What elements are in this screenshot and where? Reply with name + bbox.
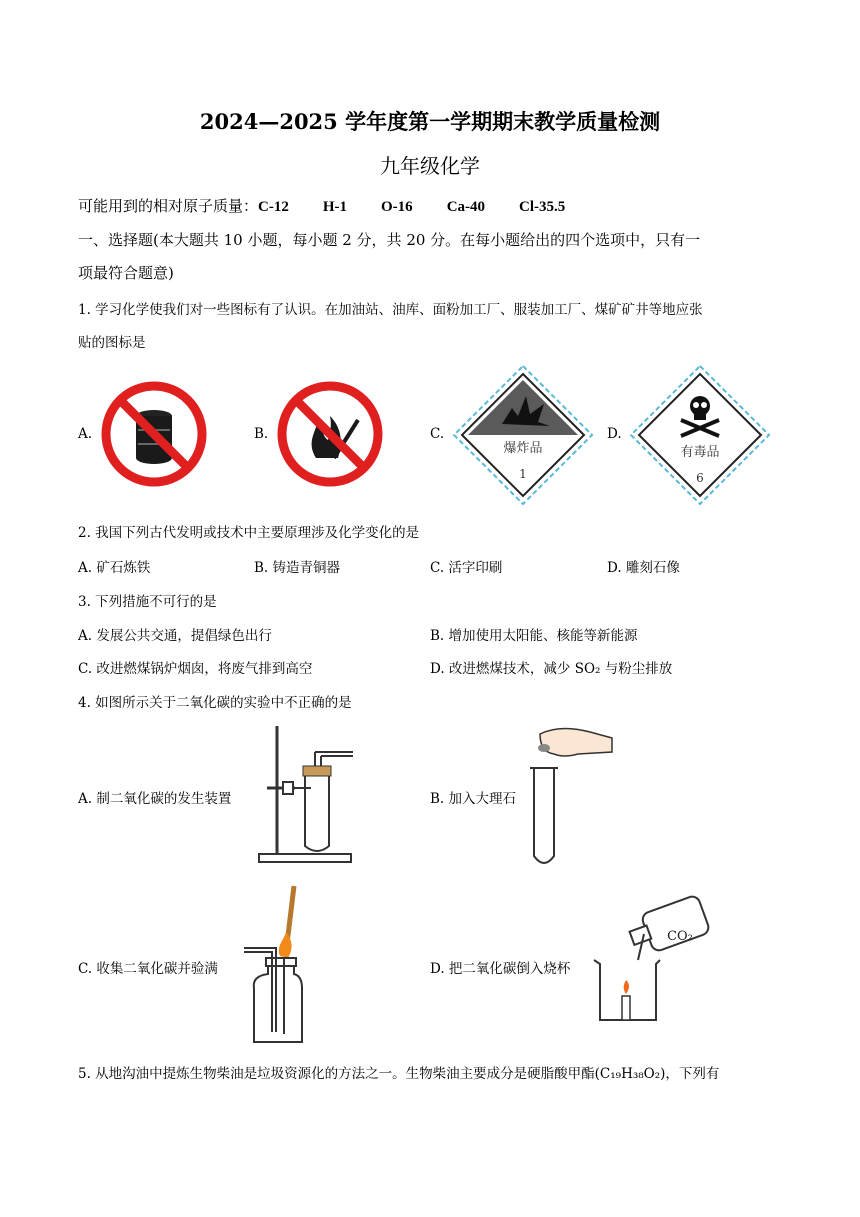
atomic-mass-line bbox=[78, 195, 599, 216]
section-heading-cont: 项最符合题意) bbox=[78, 264, 174, 282]
q3-option-d: D. 改进燃煤技术，减少 SO₂ 与粉尘排放 bbox=[430, 661, 673, 677]
atomic-mass-label: 可能用到的相对原子质量： bbox=[78, 199, 259, 215]
q4-option-c: C. 收集二氧化碳并验满 bbox=[78, 961, 218, 977]
sign-c-number: 1 bbox=[519, 467, 527, 481]
no-oil-drum-sign-icon bbox=[100, 380, 208, 488]
sign-c-text: 爆炸品 bbox=[503, 441, 543, 456]
co2-bottle-label: CO₂ bbox=[667, 929, 693, 944]
sign-d-number: 6 bbox=[696, 471, 704, 485]
question-1-stem-cont: 贴的图标是 bbox=[78, 335, 146, 351]
question-4-stem: 4. 如图所示关于二氧化碳的实验中不正确的是 bbox=[78, 695, 352, 711]
q3-option-c: C. 改进燃煤锅炉烟囱，将废气排到高空 bbox=[78, 661, 313, 677]
q4-option-b: B. 加入大理石 bbox=[430, 791, 517, 807]
toxic-sign-icon bbox=[629, 364, 771, 506]
question-3-stem: 3. 下列措施不可行的是 bbox=[78, 594, 217, 610]
q2-option-a: A. 矿石炼铁 bbox=[78, 560, 151, 576]
atomic-mass-item: Cl-35.5 bbox=[519, 199, 566, 215]
add-marble-test-tube-icon bbox=[520, 724, 616, 868]
section-heading: 一、选择题(本大题共 10 小题，每小题 2 分，共 20 分。在每小题给出的四个选项中，只有一 bbox=[78, 231, 701, 249]
q3-option-a: A. 发展公共交通，提倡绿色出行 bbox=[78, 628, 272, 644]
atomic-mass-item: H-1 bbox=[322, 199, 348, 215]
co2-generator-apparatus-icon bbox=[255, 722, 355, 866]
explosive-sign-icon bbox=[452, 364, 594, 506]
q3-option-b: B. 增加使用太阳能、核能等新能源 bbox=[430, 628, 638, 644]
q1-option-a-label: A. bbox=[78, 426, 93, 442]
q1-option-c-label: C. bbox=[430, 426, 445, 442]
atomic-mass-item: C-12 bbox=[258, 199, 289, 215]
q2-option-c: C. 活字印刷 bbox=[430, 560, 503, 576]
no-fire-sign-icon bbox=[276, 380, 384, 488]
q2-option-d: D. 雕刻石像 bbox=[607, 560, 680, 576]
q2-option-b: B. 铸造青铜器 bbox=[254, 560, 341, 576]
q4-option-a: A. 制二氧化碳的发生装置 bbox=[78, 791, 232, 807]
co2-collection-bottle-icon bbox=[240, 882, 306, 1044]
question-1-stem: 1. 学习化学使我们对一些图标有了认识。在加油站、油库、面粉加工厂、服装加工厂、煤矿矿井等地应张 bbox=[78, 302, 703, 318]
atomic-mass-item: Ca-40 bbox=[446, 199, 486, 215]
atomic-mass-item: O-16 bbox=[381, 199, 413, 215]
question-5-stem: 5. 从地沟油中提炼生物柴油是垃圾资源化的方法之一。生物柴油主要成分是硬脂酸甲酯(C₁₉H₃₈O₂)，下列有 bbox=[78, 1066, 720, 1082]
q1-option-d-label: D. bbox=[607, 426, 622, 442]
exam-title: 2024—2025 学年度第一学期期末教学质量检测 bbox=[199, 109, 661, 134]
exam-subtitle: 九年级化学 bbox=[380, 154, 480, 178]
q4-option-d: D. 把二氧化碳倒入烧杯 bbox=[430, 961, 571, 977]
pour-co2-beaker-icon bbox=[590, 884, 716, 1026]
sign-d-text: 有毒品 bbox=[680, 445, 720, 460]
q1-option-b-label: B. bbox=[254, 426, 269, 442]
question-2-stem: 2. 我国下列古代发明或技术中主要原理涉及化学变化的是 bbox=[78, 525, 420, 541]
